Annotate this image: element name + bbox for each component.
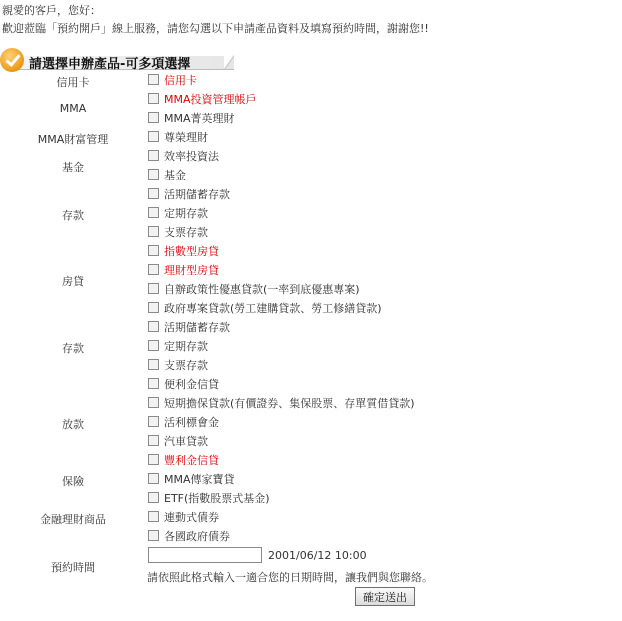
option-label: 基金 [164, 168, 186, 182]
checkbox[interactable] [148, 416, 159, 427]
option-row[interactable] [148, 128, 208, 145]
option-label: ETF(指數股票式基金) [164, 491, 270, 505]
category-deposit: 存款 [62, 209, 84, 222]
option-label: 各國政府債券 [164, 529, 230, 543]
option-row[interactable] [148, 527, 230, 544]
option-row[interactable] [148, 166, 186, 183]
checkbox[interactable] [148, 473, 159, 484]
option-label: 支票存款 [164, 225, 208, 239]
category-fund: 基金 [62, 161, 84, 174]
datetime-hint: 請依照此格式輸入一適合您的日期時間，讓我們與您聯絡。 [147, 571, 433, 584]
option-label: 自辦政策性優惠貸款(一率到底優惠專案) [164, 282, 360, 296]
checkbox[interactable] [148, 511, 159, 522]
checkbox[interactable] [148, 264, 159, 275]
option-row[interactable] [148, 508, 219, 525]
option-row[interactable] [148, 337, 208, 354]
checkbox[interactable] [148, 378, 159, 389]
checkbox[interactable] [148, 321, 159, 332]
option-row[interactable] [148, 242, 219, 259]
checkbox[interactable] [148, 188, 159, 199]
category-deposit-2: 存款 [62, 342, 84, 355]
option-label: 活利標會金 [164, 415, 219, 429]
checkbox[interactable] [148, 150, 159, 161]
option-label: 定期存款 [164, 206, 208, 220]
category-loan: 放款 [62, 418, 84, 431]
checkbox[interactable] [148, 245, 159, 256]
option-label: MMA投資管理帳戶 [164, 92, 257, 106]
section-title: 請選擇申辦產品-可多項選擇 [29, 57, 191, 72]
category-mortgage: 房貸 [62, 275, 84, 288]
option-row[interactable] [148, 356, 208, 373]
section-header [0, 48, 240, 73]
option-label: 汽車貸款 [164, 434, 208, 448]
option-label: 便利金信貸 [164, 377, 219, 391]
greeting-line-1: 親愛的客戶，您好： [2, 4, 101, 17]
option-row[interactable] [148, 185, 230, 202]
option-row[interactable] [148, 223, 208, 240]
datetime-format-example: 2001/06/12 10:00 [268, 549, 367, 562]
category-financial-products: 金融理財商品 [40, 513, 106, 526]
checkbox[interactable] [148, 340, 159, 351]
option-label: 短期擔保貸款(有價證券、集保股票、存單質借貸款) [164, 396, 415, 410]
checkbox[interactable] [148, 283, 159, 294]
category-mma-wealth: MMA財富管理 [37, 133, 109, 146]
option-row[interactable] [148, 470, 235, 487]
option-label: 政府專案貸款(勞工建購貸款、勞工修繕貸款) [164, 301, 382, 315]
checkbox[interactable] [148, 397, 159, 408]
option-label: 豐利金信貸 [164, 453, 219, 467]
option-row[interactable] [148, 204, 208, 221]
category-insurance: 保險 [62, 475, 84, 488]
option-label: MMA菁英理財 [164, 111, 235, 125]
category-credit-card: 信用卡 [56, 76, 90, 89]
option-row[interactable] [148, 71, 197, 88]
option-row[interactable] [148, 375, 219, 392]
option-row[interactable] [148, 90, 257, 107]
option-label: 效率投資法 [164, 149, 219, 163]
option-label: 連動式債券 [164, 510, 219, 524]
checkbox[interactable] [148, 359, 159, 370]
option-row[interactable] [148, 109, 235, 126]
checkbox[interactable] [148, 492, 159, 503]
checkbox[interactable] [148, 226, 159, 237]
checkbox[interactable] [148, 74, 159, 85]
option-label: MMA傳家寶貸 [164, 472, 235, 486]
option-label: 定期存款 [164, 339, 208, 353]
option-label: 信用卡 [164, 73, 197, 87]
option-row[interactable] [148, 147, 219, 164]
option-label: 活期儲蓄存款 [164, 187, 230, 201]
checkbox[interactable] [148, 302, 159, 313]
option-row[interactable] [148, 299, 382, 316]
option-label: 活期儲蓄存款 [164, 320, 230, 334]
greeting-line-2: 歡迎蒞臨「預約開戶」線上服務，請您勾選以下申請產品資料及填寫預約時間，謝謝您!! [2, 22, 429, 35]
checkbox[interactable] [148, 169, 159, 180]
option-row[interactable] [148, 394, 415, 411]
checkbox[interactable] [148, 454, 159, 465]
option-label: 理財型房貸 [164, 263, 219, 277]
option-row[interactable] [148, 413, 219, 430]
option-label: 指數型房貸 [164, 244, 219, 258]
greeting [2, 2, 429, 38]
checkbox[interactable] [148, 435, 159, 446]
option-row[interactable] [148, 432, 208, 449]
header-bar-cap [224, 55, 234, 69]
checkbox[interactable] [148, 112, 159, 123]
option-row[interactable] [148, 318, 230, 335]
option-label: 支票存款 [164, 358, 208, 372]
option-row[interactable] [148, 489, 270, 506]
checkbox[interactable] [148, 131, 159, 142]
option-label: 尊榮理財 [164, 130, 208, 144]
checkbox[interactable] [148, 207, 159, 218]
checkbox[interactable] [148, 93, 159, 104]
option-row[interactable] [148, 280, 360, 297]
option-row[interactable] [148, 261, 219, 278]
checkbox[interactable] [148, 530, 159, 541]
appointment-datetime-input[interactable] [148, 547, 262, 563]
checkmark-badge-icon [0, 48, 24, 72]
option-row[interactable] [148, 451, 219, 468]
submit-button[interactable]: 確定送出 [355, 587, 415, 606]
category-mma: MMA [59, 102, 87, 115]
category-appointment: 預約時間 [51, 561, 95, 574]
